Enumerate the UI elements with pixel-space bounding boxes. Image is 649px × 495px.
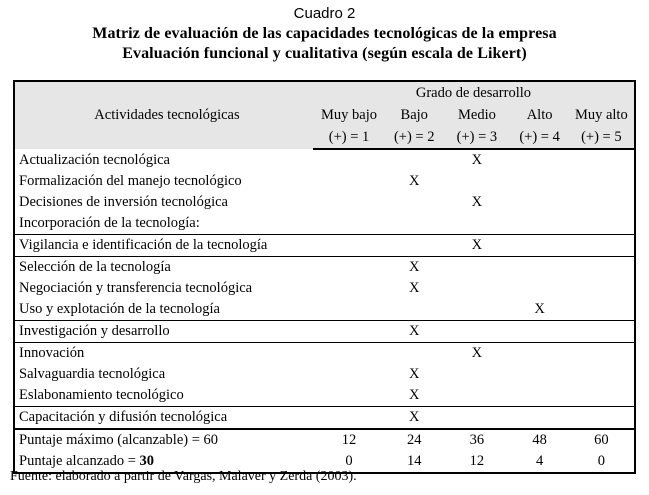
mark-cell [511,149,569,171]
max-score-value: 48 [511,429,569,451]
max-score-value: 60 [569,429,635,451]
activity-label: Innovación [14,343,313,365]
mark-cell [385,235,443,257]
mark-cell [569,321,635,343]
mark-cell [385,149,443,171]
table-row [14,213,635,235]
activity-label: Investigación y desarrollo [14,321,313,343]
source-note: Fuente: elaborado a partir de Vargas, Malaver y Zerda (2003). [10,469,357,484]
level-score: (+) = 5 [569,126,635,149]
table-title-line1: Matriz de evaluación de las capacidades tecnológicas de la empresa [92,25,557,42]
mark-cell [443,278,510,299]
mark-cell [569,407,635,430]
mark-cell [511,364,569,385]
mark-cell [569,364,635,385]
activity-label: Incorporación de la tecnología: [19,215,200,231]
table-row [14,149,635,171]
activity-label: Capacitación y difusión tecnológica [14,407,313,430]
mark-cell [569,299,635,321]
mark-cell [313,278,385,299]
evaluation-matrix [13,80,636,474]
mark-cell [443,321,510,343]
level-label: Alto [511,104,569,126]
table-row [14,171,635,192]
mark-cell: X [385,321,443,343]
mark-cell [511,385,569,407]
level-score: (+) = 1 [313,126,385,149]
achieved-score-value: 4 [535,453,544,469]
mark-cell [569,171,635,192]
table-number: Cuadro 2 [293,5,356,22]
mark-cell [511,343,569,365]
level-score: (+) = 2 [385,126,443,149]
max-score-value: 24 [385,429,443,451]
table-row [14,299,635,321]
mark-cell [313,213,385,235]
table-row [14,278,635,299]
mark-cell [313,235,385,257]
mark-cell: X [385,407,443,430]
achieved-score-value: 0 [597,453,605,469]
mark-cell [313,321,385,343]
achieved-score-value: 12 [469,453,485,469]
table-row [14,257,635,279]
mark-cell [511,235,569,257]
activities-header: Actividades tecnológicas [14,81,313,149]
mark-cell [511,171,569,192]
mark-cell: X [408,173,420,189]
title-block [0,4,649,64]
mark-cell [313,149,385,171]
mark-cell [511,407,569,430]
mark-cell [569,385,635,407]
mark-cell [443,213,510,235]
mark-cell: X [408,387,420,403]
mark-cell: X [408,280,420,296]
mark-cell [443,407,510,430]
activity-label: Formalización del manejo tecnológico [19,173,242,189]
mark-cell: X [408,366,420,382]
mark-cell [443,364,510,385]
level-label: Medio [443,104,510,126]
table-row [14,321,635,343]
activity-label: Eslabonamiento tecnológico [19,387,184,403]
max-score-value: 36 [443,429,510,451]
mark-cell [511,321,569,343]
activity-label: Negociación y transferencia tecnológica [19,280,253,296]
mark-cell [511,278,569,299]
mark-cell [385,213,443,235]
activity-label: Uso y explotación de la tecnología [19,301,220,317]
mark-cell [313,364,385,385]
mark-cell: X [534,301,545,317]
mark-cell [313,171,385,192]
level-score: (+) = 4 [511,126,569,149]
table-row [14,343,635,365]
mark-cell [313,299,385,321]
activity-label: Selección de la tecnología [14,257,313,279]
mark-cell [569,192,635,213]
table-title-line2: Evaluación funcional y cualitativa (según escala de Likert) [122,45,527,62]
max-score-label: Puntaje máximo (alcanzable) = 60 [14,429,313,451]
activity-label: Actualización tecnológica [19,151,170,168]
table-row [14,407,635,430]
mark-cell: X [443,235,510,257]
achieved-score-prefix: Puntaje alcanzado = [19,453,140,469]
table-row [14,364,635,385]
mark-cell [511,257,569,279]
achieved-score-total: 30 [139,453,155,469]
mark-cell [313,257,385,279]
evaluation-table [13,80,636,474]
achieved-score-value: 0 [345,453,353,469]
mark-cell [569,257,635,279]
table-row [14,235,635,257]
achieved-score-value: 14 [406,453,422,469]
mark-cell [313,407,385,430]
level-label: Bajo [385,104,443,126]
max-score-row [14,429,635,451]
mark-cell [313,192,385,213]
mark-cell [511,192,569,213]
grado-header: Grado de desarrollo [313,81,635,104]
mark-cell [569,278,635,299]
level-label: Muy alto [569,104,635,126]
max-score-value: 12 [313,429,385,451]
level-label: Muy bajo [313,104,385,126]
level-score: (+) = 3 [443,126,510,149]
activity-label: Decisiones de inversión tecnológica [19,194,228,210]
mark-cell [385,192,443,213]
mark-cell: X [471,152,483,168]
mark-cell [443,257,510,279]
mark-cell [569,235,635,257]
mark-cell [511,213,569,235]
mark-cell: X [443,343,510,365]
mark-cell [385,299,443,321]
mark-cell [569,343,635,365]
mark-cell: X [471,194,483,210]
mark-cell: X [385,257,443,279]
mark-cell [385,343,443,365]
mark-cell [443,385,510,407]
mark-cell [443,299,510,321]
table-row [14,385,635,407]
mark-cell [569,149,635,171]
activity-label: Vigilancia e identificación de la tecnología [14,235,313,257]
table-row [14,192,635,213]
mark-cell [569,213,635,235]
activity-label: Salvaguardia tecnológica [19,366,166,382]
mark-cell [443,171,510,192]
mark-cell [313,385,385,407]
mark-cell [313,343,385,365]
